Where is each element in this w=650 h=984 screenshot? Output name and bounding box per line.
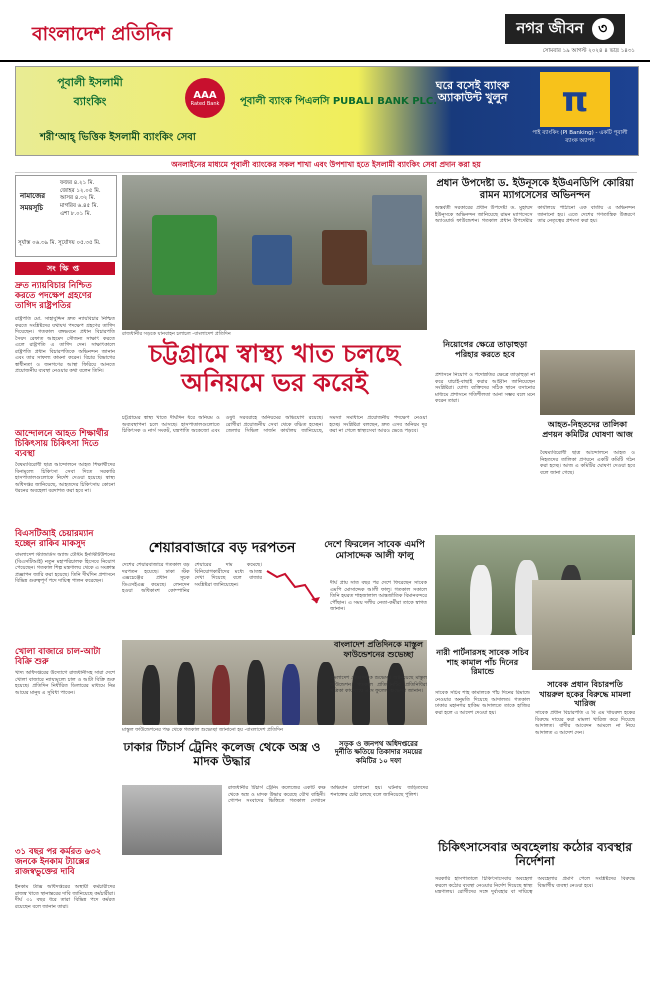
prayer-time: ফজর ৪.২১ মি. [60,180,95,186]
section-name: নগর জীবন [516,18,584,37]
faltu-body: দীর্ঘ প্রায় সাত বছর পর দেশে ফিরেছেন সাবেক এমপি মোসাদ্দেক আলী ফালু। গতকাল সকালে তিনি হযরত শাহজালাল আন্তর্জাতিক বিমানবন্দরে পৌঁছান। এ সময় দলীয় নেতা-কর্মীরা তাকে স্বাগত জানান। [330,580,427,612]
section-label [505,14,625,44]
yunus-body: অন্তর্বর্তী সরকারের প্রধান উপদেষ্টা ড. মুহাম্মদ ইউনূসকে অভিনন্দন জানিয়েছে রামন ম্যাগসেসে অ্যাওয়ার্ড ফাউন্ডেশন। গতকাল প্রধান উপদেষ্টার কার্যালয়ে পাঠানো এক বার্তায় এ অভিনন্দন জানানো হয়। এতে দেশের গণতান্ত্রিক উত্তরণে তার নেতৃত্বের প্রশংসা করা হয়। [435,205,635,224]
mastul-headline: বাংলাদেশ প্রতিদিনকে মাস্তুল ফাউন্ডেশনের শুভেচ্ছা [333,640,424,659]
rickshaw [322,230,367,285]
prayer-times-title: নামাজের সময়সূচি [20,192,46,212]
brief-body: বাংলাদেশ স্ট্যান্ডার্ডস অ্যান্ড টেস্টিং ইনস্টিটিউশনের (বিএসটিআই) নতুন মহাপরিচালক হিসেবে নিয়োগ পেয়েছেন। গতকাল শিল্প মন্ত্রণালয় থেকে এ সংক্রান্ত প্রজ্ঞাপন জারি করা হয়েছে। তিনি দীর্ঘদিন প্রশাসনে বিভিন্ন গুরুত্বপূর্ণ পদে দায়িত্ব পালন করেছেন। [15,552,115,584]
brief-body: ইনকাম ট্যাক্স অধিদপ্তরের অস্থায়ী কর্মচারীদের রাজস্ব খাতে স্থানান্তরের দাবি জানিয়েছে কর্মচারীরা। দীর্ঘ ৩১ বছর ধরে তারা বিভিন্ন পদে কর্মরত রয়েছেন বলে জানান তারা। [15,884,115,910]
ad-ticker: অনলাইনের মাধ্যমে পূবালী ব্যাংকের সকল শাখা এবং উপশাখা হতে ইসলামী ব্যাংকিং সেবা প্রদান করা হয় [15,160,637,173]
page-number: ৩ [592,18,614,40]
prayer-time: আসর ৪.৩২ মি. [60,195,96,202]
brief-headline: দ্রুত ন্যায়বিচার নিশ্চিত করতে পদক্ষেপ গ্রহণের তাগিদ রাষ্ট্রপতির [15,281,92,311]
prayer-time: এশা ৮.০১ মি. [60,210,92,217]
casualty-list-headline: আহত-নিহতদের তালিকা প্রণয়ন কমিটির ঘোষণা আজ [542,420,633,439]
market-body: দেশের শেয়ারবাজারে গতকাল বড় দরপতন হয়েছে। ঢাকা স্টক এক্সচেঞ্জের প্রধান সূচক ডিএসইএক্স কমেছে। লেনদেন হওয়া অধিকাংশ কোম্পানির শেয়ারের দাম কমেছে। বিনিয়োগকারীদের মধ্যে আতঙ্ক দেখা দিয়েছে বলে বাজার সংশ্লিষ্টরা জানিয়েছেন। [122,562,262,594]
meeting-photo [540,350,635,415]
ad-slogan: ঘরে বসেই ব্যাংক অ্যাকাউন্ট খুলুন [435,79,510,105]
remand-headline: নারী পার্টনারসহ সাবেক সচিব শাহ কামাল পাঁচ দিনের রিমান্ডে [436,648,529,677]
teacher-college-headline: ঢাকার টিচার্স ট্রেনিং কলেজ থেকে অস্ত্র ও মাদক উদ্ধার [123,740,321,769]
prayer-time: মাগরিব ৬.৪৫ মি. [60,203,99,210]
seized-items-photo [122,785,222,855]
market-headline: শেয়ারবাজারে বড় দরপতন [148,540,296,556]
ad-pubali-name: পূবালী ব্যাংক পিএলসি PUBALI BANK PLC. [240,96,438,107]
sun-times: সূর্যাস্ত ০৬.৩৯ মি. সূর্যোদয় ০৫.৩৫ মি. [18,240,101,246]
faltu-headline: দেশে ফিরলেন সাবেক এমপি মোসাদ্দেক আলী ফালু [324,540,425,561]
brief-headline: খোলা বাজারে চাল-আটা বিক্রি শুরু [15,647,101,667]
brief-headline: ৩১ বছর পর কর্মরত ৬৩২ জনকে ইনকাম ট্যাক্সের রাজস্বভুক্তের দাবি [15,847,102,877]
khairul-body: সাবেক প্রধান বিচারপতি এ বি এম খায়রুল হকের বিরুদ্ধে দায়ের করা মামলা খারিজ করে দিয়েছে আদালত। বাদীর আবেদন আমলে না নিয়ে আদালত এ আদেশ দেন। [535,710,635,736]
pi-banking-logo: π [540,72,610,127]
cng-vehicle [152,215,217,295]
aaa-subtext: Rated Bank [190,100,220,107]
aaa-text: AAA [193,89,217,101]
briefs-label: সংক্ষিপ্ত [15,262,115,275]
bus [372,195,422,265]
dateline: সোমবার ১৯ আগস্ট ২০২৪ ৪ ভাদ্র ১৪৩১ [542,48,635,54]
brief-body: রাষ্ট্রপতি মো. সাহাবুদ্দিন দ্রুত ন্যায়বিচার নিশ্চিত করতে সংশ্লিষ্টদের যথাযথ পদক্ষেপ গ্রহণের তাগিদ দিয়েছেন। গতকাল বঙ্গভবনে প্রধান বিচারপতি সৈয়দ রেফাত আহমেদ সৌজন্য সাক্ষাৎ করতে এলে রাষ্ট্রপতি এ তাগিদ দেন। সাক্ষাৎকালে রাষ্ট্রপতি প্রধান বিচারপতিকে অভিনন্দন জানান এবং তার সাফল্য কামনা করেন। বিচার বিভাগের স্বাধীনতা ও জনগণের আস্থা ফিরিয়ে আনতে প্রয়োজনীয় ব্যবস্থা নেওয়ার কথা বলেন তিনি। [15,316,115,374]
market-decline-graphic [265,565,325,615]
khairul-photo [532,580,632,670]
prayer-times-list [60,180,112,218]
aaa-rating-badge [185,78,225,118]
road-headline: সড়ক ও জনপথ অধিদপ্তরের দুর্নীতি ক্ষতিয়ে তিকাদার সময়ের কমিটির ১০ দফা [334,740,423,765]
brief-headline: বিএসটিআই চেয়ারম্যান হচ্ছেন রাকিব মাকসুদ [15,529,94,549]
photo-caption: মাস্তুল ফাউন্ডেশনের পক্ষ থেকে গতকাল শুভেচ্ছা জানানো হয় -বাংলাদেশ প্রতিদিন [122,727,283,733]
khairul-headline: সাবেক প্রধান বিচারপতি খায়রুল হকের বিরুদ্ধে মামলা খারিজ [539,680,631,709]
brief-body: খাদ্য অধিদপ্তরের উদ্যোগে রাজধানীসহ সারা দেশে খোলা বাজারে ন্যায্যমূল্যে চাল ও আটা বিক্রি শুরু হয়েছে। প্রতিদিন নির্ধারিত ডিলারের মাধ্যমে নিম্ন আয়ের মানুষ এ সুবিধা পাবেন। [15,670,115,696]
prayer-time: জোহর ১২.০৫ মি. [60,187,101,194]
rickshaw [252,235,292,285]
main-headline: চট্টগ্রামে স্বাস্থ্য খাত চলছে অনিয়মে ভর করেই [148,339,401,397]
ad-app-note: পাই ব্যাংকিং (PI Banking) - একটি পূবালী ব্যাংক অ্যাপস [532,130,628,144]
street-traffic-photo [122,175,427,330]
teacher-college-body: রাজধানীর টিচার্স ট্রেনিং কলেজের একটি কক্ষ থেকে অস্ত্র ও মাদক উদ্ধার করেছে যৌথ বাহিনী। গোপন সংবাদের ভিত্তিতে গতকাল সেখানে অভিযান চালানো হয়। ঘটনায় জড়িতদের শনাক্তের চেষ্টা চলছে বলে জানিয়েছে পুলিশ। [228,785,428,804]
ad-bank-name: পূবালী ইসলামী ব্যাংকিং [57,76,123,108]
casualty-list-body: বৈষম্যবিরোধী ছাত্র আন্দোলনে আহত ও নিহতদের তালিকা প্রণয়নে একটি কমিটি গঠন করা হচ্ছে। আজ এ কমিটির ঘোষণা দেওয়া হবে বলে জানা গেছে। [540,450,635,476]
remand-body: সাবেক সচিব শাহ কামালকে পাঁচ দিনের রিমান্ডে নেওয়ার অনুমতি দিয়েছে আদালত। গতকাল ঢাকার মহানগর হাকিম আদালতে তাকে হাজির করা হলে এ আদেশ দেওয়া হয়। [435,690,530,716]
brief-headline: আন্দোলনে আহত শিক্ষার্থীর চিকিৎসায় চিকিৎসা দিতে ব্যবস্থা [15,429,109,459]
main-article-body: চট্টগ্রামের স্বাস্থ্য খাতে দীর্ঘদিন ধরে অনিয়ম ও অব্যবস্থাপনা চলে আসছে। হাসপাতালগুলোতে চিকিৎসক ও নার্স সংকট, যন্ত্রপাতি অকেজো এবং ওষুধ সরবরাহে অনিয়মের অভিযোগ রয়েছে। রোগীরা প্রয়োজনীয় সেবা থেকে বঞ্চিত হচ্ছেন। জেলার সিভিল সার্জন কার্যালয় জানিয়েছে, সমস্যা সমাধানে প্রয়োজনীয় পদক্ষেপ নেওয়া হচ্ছে। সংশ্লিষ্টরা বলছেন, দ্রুত এসব অনিয়ম দূর করা না গেলে স্বাস্থ্যসেবা আরও ভেঙে পড়বে। [122,415,427,434]
recruitment-body: প্রশাসনে নিয়োগ ও পদোন্নতির ক্ষেত্রে তাড়াহুড়া না করে যাচাই-বাছাই করার আহ্বান জানিয়েছেন সংশ্লিষ্টরা। যোগ্য ব্যক্তিদের সঠিক স্থানে বসানোর মাধ্যমে প্রশাসনে গতিশীলতা আনা সম্ভব বলে মনে করেন তারা। [435,372,535,404]
yunus-headline: প্রধান উপদেষ্টা ড. ইউনূসকে ইউএনডিপি কোরিয়া রামন ম্যাগসেসের অভিনন্দন [436,178,634,201]
photo-caption: রাজধানীর সড়কে যানবাহন চলাচল -বাংলাদেশ প্রতিদিন [122,331,231,337]
ad-tagline: শরী‘আহ্ ভিত্তিক ইসলামী ব্যাংকিং সেবা [40,132,196,143]
mastul-body: বাংলাদেশ প্রতিদিনকে শুভেচ্ছা জানিয়েছে মাস্তুল ফাউন্ডেশন। গতকাল প্রতিষ্ঠানটির প্রতিনিধিরা পত্রিকা কার্যালয়ে এসে ফুলেল শুভেচ্ছা জানান। [330,675,427,694]
brief-body: বৈষম্যবিরোধী ছাত্র আন্দোলনে আহত শিক্ষার্থীদের বিনামূল্যে চিকিৎসা সেবা দিতে সরকারি হাসপাতালগুলোকে নির্দেশ দেওয়া হয়েছে। স্বাস্থ্য অধিদপ্তর জানিয়েছে, আহতদের চিকিৎসায় কোনো ধরনের অবহেলা বরদাশত করা হবে না। [15,462,115,494]
recruitment-headline: নিয়োগের ক্ষেত্রে তাড়াহুড়া পরিহার করতে হবে [442,340,528,359]
newspaper-logo: বাংলাদেশ প্রতিদিন [32,23,173,45]
health-service-body: সরকারি হাসপাতালে চিকিৎসাসেবায় অবহেলা করলে কঠোর ব্যবস্থা নেওয়ার নির্দেশ দিয়েছে স্বাস্থ্য মন্ত্রণালয়। রোগীদের সঙ্গে দুর্ব্যবহার বা দায়িত্বে অবহেলার প্রমাণ পেলে সংশ্লিষ্টদের বিরুদ্ধে বিভাগীয় ব্যবস্থা নেওয়া হবে। [435,876,635,895]
health-service-headline: চিকিৎসাসেবার অবহেলায় কঠোর ব্যবস্থার নির্দেশনা [438,840,632,869]
decline-line [267,571,317,603]
